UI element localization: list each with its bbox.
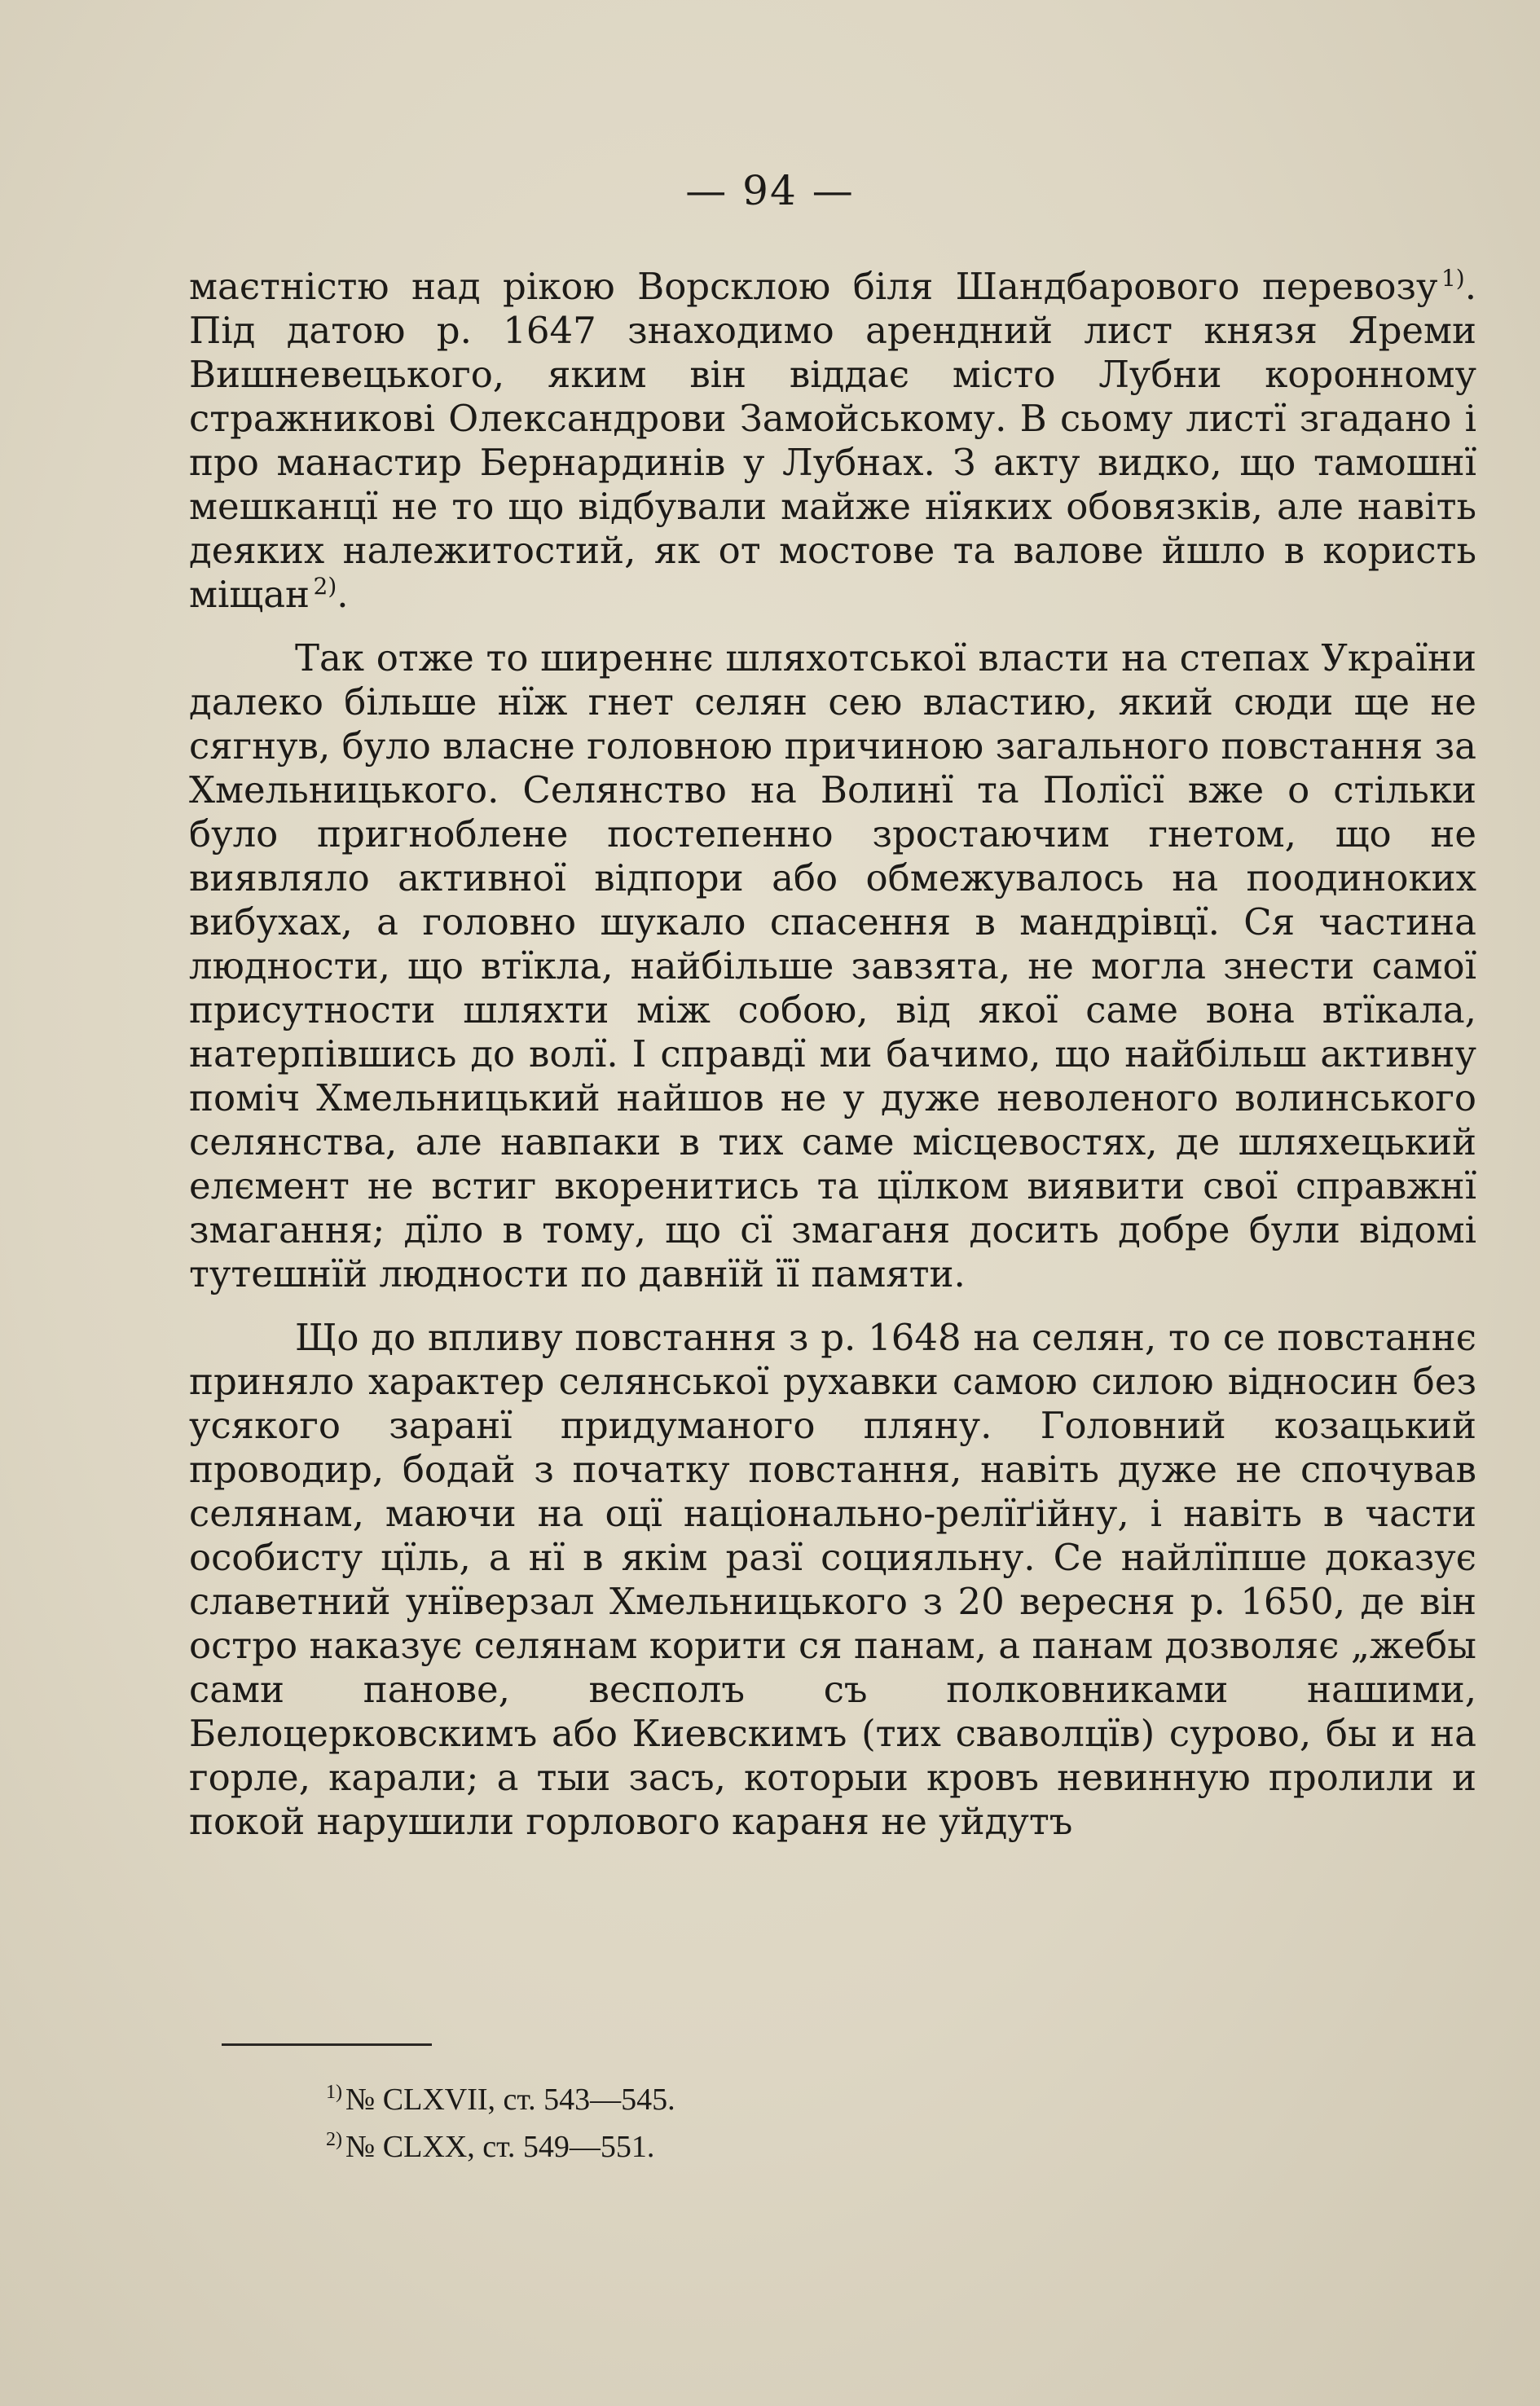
paragraph-3: Що до впливу повстання з р. 1648 на селян, то се повстаннє приняло характер селянської рухавки самою силою відносин без усякого заранї придуманого пляну. Головний козацький проводир, бодай з початку повстання, навіть дуже не спочував селянам, маючи на оцї національно-релїґійну, і навіть в части особисту цїль, а нї в якім разї социяльну. Се найлїпше доказує славетний унїверзал Хмельницького з 20 вересня р. 1650, де він остро наказує селянам корити ся панам, а панам дозволяє „жебы сами панове, весполъ съ полковниками нашими, Белоцерковскимъ або Киевскимъ (тих сваволцїв) сурово, бы и на горле, карали; а тыи засъ, которыи кровъ невинную пролили и покой нарушили горлового караня не уйдутъ bbox=[189, 1316, 1476, 1843]
paragraph-1-end: . bbox=[337, 573, 349, 616]
footnotes bbox=[326, 2076, 675, 2171]
paragraph-2: Так отже то ширеннє шляхотської власти на степах України далеко більше нїж гнет селян сею властию, який сюди ще не сягнув, було власне головною причиною загального повстання за Хмельницького. Селянство на Волинї та Полїсї вже о стільки було пригноблене постепенно зростаючим гнетом, що не виявляло активної відпори або обмежувалось на поодиноких вибухах, а головно шукало спасення в мандрівцї. Ся частина людности, що втїкла, найбільше завзята, не могла знести самої присутности шляхти між собою, від якої саме вона втїкала, натерпівшись до волї. І справдї ми бачимо, що найбільш активну поміч Хмельницький найшов не у дуже неволеного волинського селянства, але навпаки в тих саме місцевостях, де шляхецький елємент не встиг вкоренитись та цїлком виявити свої справжнї змагання; дїло в тому, що сї змаганя досить добре були відомі тутешнїй людности по давнїй її памяти. bbox=[189, 636, 1476, 1295]
footnote-1-mark: 1) bbox=[326, 2082, 342, 2104]
paragraph-1 bbox=[189, 265, 1476, 617]
footnote-ref-2: 2) bbox=[313, 573, 337, 600]
body-text bbox=[189, 265, 1476, 1863]
footnote-ref-1: 1) bbox=[1441, 265, 1465, 292]
page-number: — 94 — bbox=[685, 167, 855, 214]
footnote-divider bbox=[222, 2043, 432, 2046]
footnote-1 bbox=[326, 2076, 675, 2123]
paragraph-1-text: маєтністю над рікою Ворсклою біля Шандбарового перевозу bbox=[189, 265, 1438, 308]
footnote-2 bbox=[326, 2123, 675, 2171]
footnote-1-text: № CLXVII, ст. 543—545. bbox=[345, 2083, 675, 2117]
footnote-2-mark: 2) bbox=[326, 2129, 342, 2151]
footnote-2-text: № CLXX, ст. 549—551. bbox=[345, 2130, 655, 2164]
paragraph-1-tail: . Під датою р. 1647 знаходимо арендний лист князя Яреми Вишневецького, яким він віддає місто Лубни коронному стражникові Олександрови Замойському. В сьому листї згадано і про манастир Бернардинів у Лубнах. З акту видко, що тамошнї мешканцї не то що відбували майже нїяких обовязків, але навіть деяких належитостий, як от мостове та валове йшло в користь міщан bbox=[189, 265, 1476, 616]
